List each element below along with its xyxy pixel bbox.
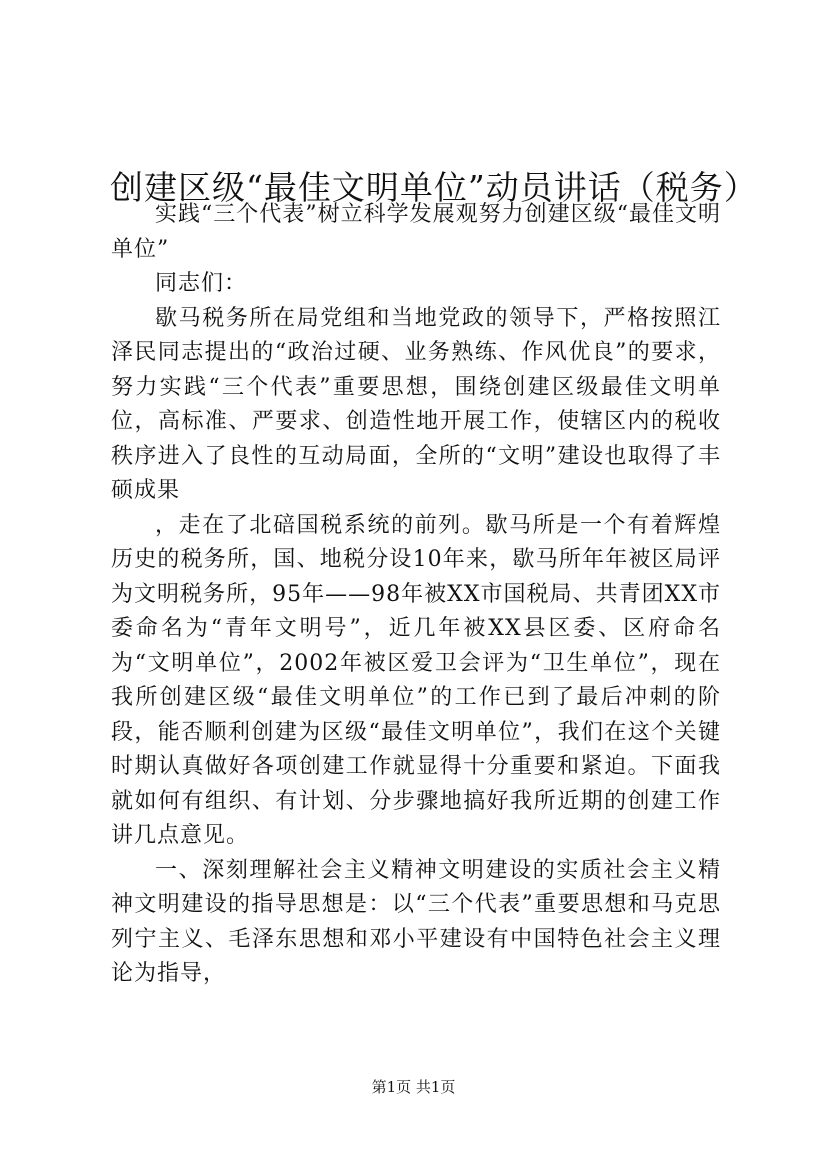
document-body <box>111 198 721 992</box>
page-footer: 第1页 共1页 <box>371 1078 456 1096</box>
body-paragraph: 歇马税务所在局党组和当地党政的领导下，严格按照江泽民同志提出的“政治过硬、业务熟练、作风优良”的要求，努力实践“三个代表”重要思想，围绕创建区级最佳文明单位，高标准、严要求、创造性地开展工作，使辖区内的税收秩序进入了良性的互动局面，全所的“文明”建设也取得了丰硕成果 <box>111 305 721 503</box>
body-paragraph: 一、深刻理解社会主义精神文明建设的实质社会主义精神文明建设的指导思想是：以“三个代表”重要思想和马克思列宁主义、毛泽东思想和邓小平建设有中国特色社会主义理论为指导， <box>111 857 721 986</box>
salutation-paragraph: 同志们： <box>155 271 248 296</box>
subtitle-paragraph: 实践“三个代表”树立科学发展观努力创建区级“最佳文明单位” <box>111 202 721 262</box>
document-title: 创建区级“最佳文明单位”动员讲话（税务） <box>110 168 758 208</box>
body-paragraph: ，走在了北碚国税系统的前列。歇马所是一个有着辉煌历史的税务所，国、地税分设10年来，歇马所年年被区局评为文明税务所，95年——98年被XX市国税局、共青团XX市委命名为“青年文明号”，近几年被XX县区委、区府命名为“文明单位”，2002年被区爱卫会评为“卫生单位”，现在我所创建区级“最佳文明单位”的工作已到了最后冲刺的阶段，能否顺利创建为区级“最佳文明单位”，我们在这个关键时期认真做好各项创建工作就显得十分重要和紧迫。下面我就如何有组织、有计划、分步骤地搞好我所近期的创建工作讲几点意见。 <box>111 512 721 848</box>
